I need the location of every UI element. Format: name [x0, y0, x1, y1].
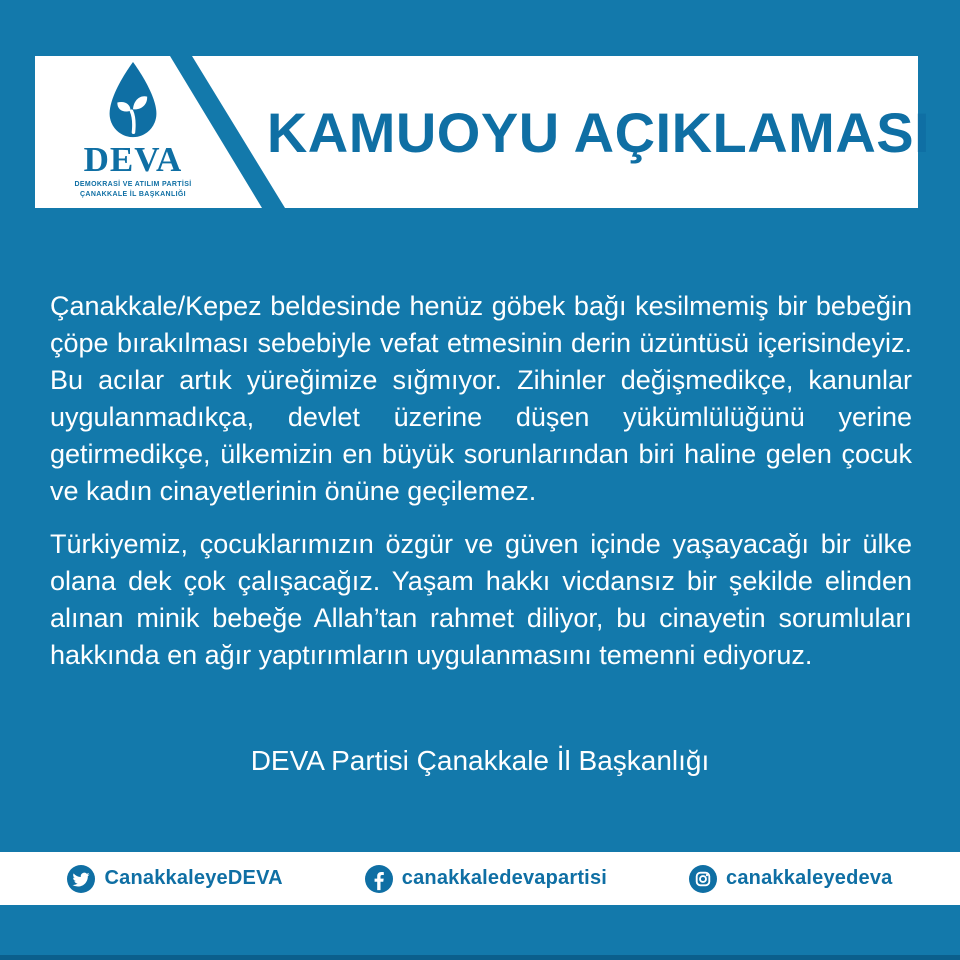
statement-paragraph-1: Çanakkale/Kepez beldesinde henüz göbek bağı kesilmemiş bir bebeğin çöpe bırakılması sebebiyle vefat etmesinin derin üzüntüsü içerisindeyiz. Bu acılar artık yüreğimize sığmıyor. Zihinler değişmedikçe, kanunlar uygulanmadıkça, devlet üzerine düşen yükümlülüğünü yerine getirmedikçe, ülkemizin en büyük sorunlarından biri haline gelen çocuk ve kadın cinayetlerinin önüne geçilemez.: [50, 291, 912, 506]
logo-subtitle: [53, 180, 213, 200]
statement-text: [50, 288, 912, 674]
statement-paragraph-2: Türkiyemiz, çocuklarımızın özgür ve güven içinde yaşayacağı bir ülke olana dek çok çalışacağız. Yaşam hakkı vicdansız bir şekilde elinden alınan minik bebeğe Allah’tan rahmet diliyor, bu cinayetin sorumluları hakkında en ağır yaptırımların uygulanmasını temenni ediyoruz.: [50, 529, 912, 670]
facebook-handle[interactable]: [365, 865, 607, 893]
instagram-handle[interactable]: [689, 865, 892, 893]
facebook-handle-label: canakkaledevapartisi: [401, 867, 608, 889]
header-band: [35, 56, 931, 208]
page-title: KAMUOYU AÇIKLAMASI: [266, 100, 931, 164]
twitter-icon: [67, 865, 95, 893]
footer-social-strip: [0, 852, 960, 905]
bottom-accent-bar: [0, 955, 960, 960]
logo-subtitle-line2: ÇANAKKALE İL BAŞKANLIĞI: [80, 191, 186, 199]
drop-sprout-icon: [107, 61, 159, 141]
facebook-icon: [365, 865, 393, 893]
logo-subtitle-line1: DEMOKRASİ VE ATILIM PARTİSİ: [74, 181, 192, 188]
twitter-handle[interactable]: [67, 865, 282, 893]
logo-wordmark: DEVA: [83, 140, 183, 179]
signature-line: DEVA Partisi Çanakkale İl Başkanlığı: [250, 745, 710, 776]
instagram-handle-label: canakkaleyedeva: [726, 867, 893, 889]
twitter-handle-label: CanakkaleyeDEVA: [104, 867, 283, 889]
instagram-icon: [689, 865, 717, 893]
